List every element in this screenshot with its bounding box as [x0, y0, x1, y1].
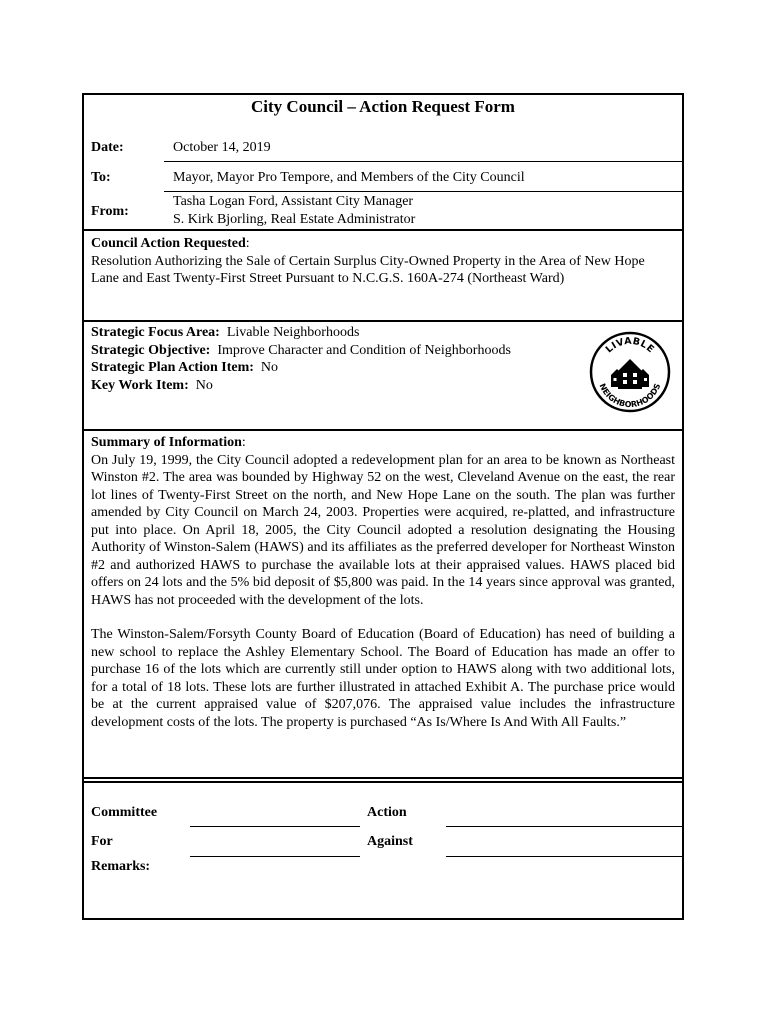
logo-top-text: LIVABLE [603, 335, 657, 356]
date-rule [164, 161, 682, 162]
action-line[interactable] [446, 826, 684, 827]
to-value: Mayor, Mayor Pro Tempore, and Members of the City Council [173, 170, 525, 185]
council-action-text: Resolution Authorizing the Sale of Certain Surplus City-Owned Property in the Area of New Hope Lane and East Twenty-First Street Pursuant to N.C.G.S. 160A-274 (Northeast Ward) [91, 253, 645, 286]
committee-label: Committee [91, 805, 158, 820]
remarks-label: Remarks: [91, 859, 151, 874]
council-action-section [91, 235, 675, 288]
action-request-form [82, 93, 684, 920]
committee-line[interactable] [190, 826, 360, 827]
plan-action-label: Strategic Plan Action Item: [91, 360, 254, 375]
plan-action-value: No [260, 360, 279, 375]
form-title: City Council – Action Request Form [251, 97, 515, 116]
section-divider [84, 777, 682, 779]
action-label: Action [367, 805, 407, 820]
date-label: Date: [91, 140, 124, 155]
from-line-2: S. Kirk Bjorling, Real Estate Administrator [173, 212, 416, 227]
section-divider [84, 320, 682, 322]
section-divider-double [84, 781, 682, 783]
against-label: Against [367, 834, 413, 849]
strategic-section [91, 324, 572, 394]
key-work-value: No [195, 377, 213, 393]
summary-paragraph-2: The Winston-Salem/Forsyth County Board of Education (Board of Education) has need of building a new school to replace the Ashley Elementary School. The Board of Education has made an offer to purchase 16 of the lots which are currently still under option to HAWS along with two additional lots, for a total of 18 lots. These lots are further illustrated in attached Exhibit A. The purchase price would be at the current appraised value of $207,076. The appraised value includes the infrastructure development costs of the lots. The property is purchased “As Is/Where Is And With All Faults.” [91, 627, 675, 730]
focus-area-value: Livable Neighborhoods [226, 325, 360, 340]
summary-colon: : [241, 435, 246, 450]
to-rule [164, 191, 682, 192]
objective-label: Strategic Objective: [91, 342, 211, 358]
summary-paragraph-1: On July 19, 1999, the City Council adopted a redevelopment plan for an area to be known as Northeast Winston #2. The area was bounded by Highway 52 on the west, Cleveland Avenue on the east, the rear lot lines of Twenty-First Street on the north, and New Hope Lane on the south. The plan was further amended by City Council on March 24, 2003. Properties were acquired, re-platted, and infrastructure put into place. On April 18, 2005, the City Council adopted a resolution designating the Housing Authority of Winston-Salem (HAWS) and its affiliates as the preferred developer for Northeast Winston #2 and authorized HAWS to purchase the available lots at their appraised values. HAWS placed bid offers on 24 lots and the 5% bid deposit of $5,800 was paid. In the 14 years since approval was granted, HAWS has not proceeded with the development of the lots. [91, 452, 675, 608]
council-action-label: Council Action Requested [91, 236, 246, 251]
section-divider [84, 429, 682, 431]
for-label: For [91, 834, 113, 849]
council-action-colon: : [245, 236, 250, 251]
focus-area-label: Strategic Focus Area: [91, 325, 220, 340]
key-work-label: Key Work Item: [91, 377, 189, 393]
against-line[interactable] [446, 856, 684, 857]
summary-label: Summary of Information [91, 435, 242, 450]
for-line[interactable] [190, 856, 360, 857]
from-line-1: Tasha Logan Ford, Assistant City Manager [173, 194, 414, 209]
logo-bottom-text: NEIGHBORHOODS [597, 382, 663, 410]
summary-section [91, 434, 675, 731]
from-label: From: [91, 204, 129, 219]
to-label: To: [91, 170, 111, 185]
objective-value: Improve Character and Condition of Neighborhoods [217, 342, 511, 358]
section-divider [84, 229, 682, 231]
livable-neighborhoods-logo [589, 331, 671, 413]
date-value: October 14, 2019 [173, 140, 271, 155]
